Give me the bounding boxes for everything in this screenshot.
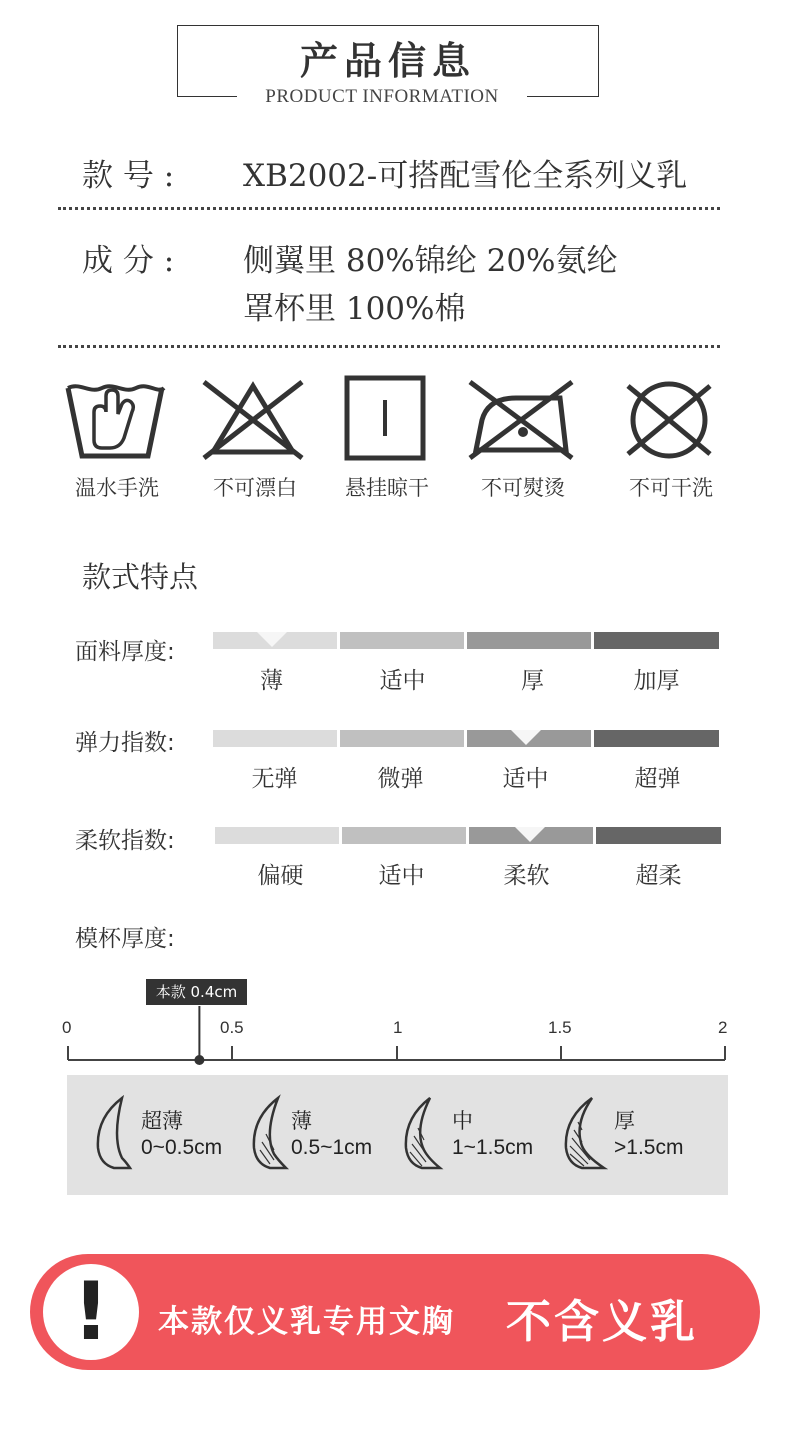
- medium-cup-icon: [400, 1094, 444, 1174]
- notice-emphasis: 不含义乳: [506, 1295, 699, 1348]
- page-subtitle: PRODUCT INFORMATION: [237, 86, 527, 108]
- hand-wash-icon: [60, 368, 170, 468]
- softness-label: 柔软指数:: [75, 828, 175, 854]
- scale-option: 适中: [378, 863, 425, 889]
- model-value: XB2002-可搭配雪伦全系列义乳: [243, 158, 688, 194]
- level-range: 1~1.5cm: [452, 1136, 534, 1159]
- scale-option: 厚: [521, 668, 544, 694]
- scale-option: 适中: [379, 668, 426, 694]
- scale-option: 柔软: [503, 863, 550, 889]
- selected-marker: [511, 730, 541, 745]
- ruler-tick-label: 0: [62, 1018, 72, 1037]
- model-label: 款 号 :: [82, 158, 175, 194]
- scale-option: 微弹: [377, 766, 424, 792]
- scale-option: 无弹: [251, 766, 298, 792]
- features-title: 款式特点: [82, 560, 199, 594]
- scale-segment: [596, 827, 721, 844]
- level-range: >1.5cm: [614, 1136, 684, 1159]
- scale-option: 薄: [260, 668, 283, 694]
- scale-segment: [340, 632, 464, 649]
- scale-option: 偏硬: [257, 863, 304, 889]
- current-value-tag: 本款 0.4cm: [146, 979, 247, 1005]
- care-label-hang-dry: 悬挂晾干: [345, 476, 429, 500]
- thickness-ruler: [60, 1002, 740, 1072]
- composition-label: 成 分 :: [82, 243, 175, 279]
- thick-cup-icon: [560, 1094, 608, 1174]
- scale-segment: [340, 730, 464, 747]
- scale-segment: [467, 632, 591, 649]
- dotted-divider: [58, 345, 720, 348]
- notice-text: 本款仅义乳专用文胸: [158, 1304, 455, 1340]
- elasticity-label: 弹力指数:: [75, 730, 175, 756]
- scale-option: 加厚: [633, 668, 680, 694]
- page-title: 产品信息: [299, 38, 476, 83]
- hang-dry-icon: [330, 368, 440, 468]
- cup-thickness-label: 模杯厚度:: [75, 926, 175, 952]
- level-range: 0~0.5cm: [141, 1136, 223, 1159]
- composition-line-2: 罩杯里 100%棉: [243, 291, 466, 327]
- exclamation-mark: !: [72, 1265, 110, 1358]
- scale-segment: [594, 730, 719, 747]
- level-name: 超薄: [141, 1109, 183, 1133]
- scale-segment: [594, 632, 719, 649]
- scale-option: 适中: [502, 766, 549, 792]
- scale-option: 超柔: [635, 863, 682, 889]
- scale-segment: [342, 827, 466, 844]
- ultra-thin-cup-icon: [92, 1094, 134, 1174]
- selected-marker: [515, 827, 545, 842]
- scale-segment: [215, 827, 339, 844]
- no-bleach-icon: [198, 368, 308, 468]
- selected-marker: [257, 632, 287, 647]
- level-name: 厚: [614, 1109, 635, 1133]
- level-name: 中: [452, 1109, 473, 1133]
- ruler-tick-label: 0.5: [220, 1018, 244, 1037]
- no-dry-clean-icon: [614, 368, 724, 468]
- ruler-tick-label: 1.5: [548, 1018, 572, 1037]
- level-range: 0.5~1cm: [291, 1136, 373, 1159]
- ruler-tick-label: 2: [718, 1018, 728, 1037]
- care-label-no-bleach: 不可漂白: [213, 476, 297, 500]
- level-name: 薄: [291, 1109, 312, 1133]
- value-pointer-dot: [194, 1055, 204, 1065]
- care-label-no-iron: 不可熨烫: [481, 476, 565, 500]
- thin-cup-icon: [248, 1094, 290, 1174]
- dotted-divider: [58, 207, 720, 210]
- scale-segment: [213, 730, 337, 747]
- composition-line-1: 侧翼里 80%锦纶 20%氨纶: [243, 243, 618, 279]
- thickness-legend-panel: [67, 1075, 728, 1195]
- care-label-no-dry-clean: 不可干洗: [629, 476, 713, 500]
- no-iron-icon: [466, 368, 576, 468]
- fabric-thickness-label: 面料厚度:: [75, 639, 175, 665]
- scale-option: 超弹: [634, 766, 681, 792]
- care-label-hand-wash: 温水手洗: [75, 476, 159, 500]
- ruler-tick-label: 1: [393, 1018, 403, 1037]
